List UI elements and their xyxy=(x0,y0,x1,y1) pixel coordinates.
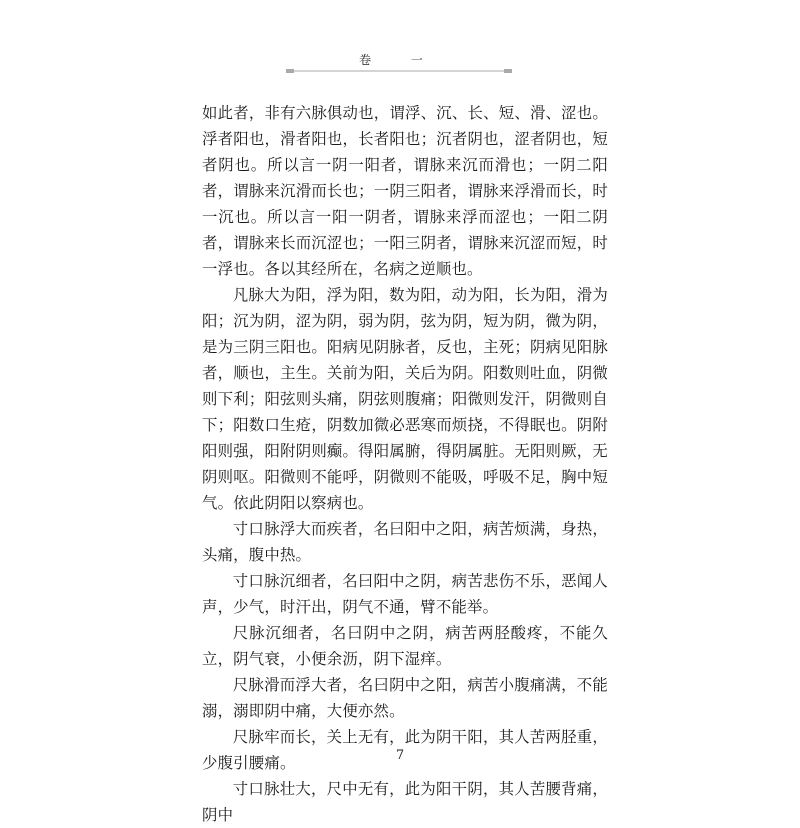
paragraph: 寸口脉沉细者，名曰阳中之阴，病苦悲伤不乐，恶闻人声，少气，时汗出，阴气不通，臂不能举。 xyxy=(202,572,608,616)
header-rule xyxy=(286,68,512,74)
running-header: 卷 一 xyxy=(359,53,441,67)
page-number: 7 xyxy=(395,748,405,763)
paragraph: 凡脉大为阳，浮为阳，数为阳，动为阳，长为阳，滑为阳；沉为阴，涩为阴，弱为阴，弦为阴，短为阴，微为阴，是为三阴三阳也。阳病见阴脉者，反也，主死；阴病见阳脉者，顺也，主生。关前为阳，关后为阴。阳数则吐血，阴微则下利；阳弦则头痛，阴弦则腹痛；阳微则发汗，阴微则自下；阳数口生疮，阴数加微必恶寒而烦挠，不得眠也。阴附阳则强，阳附阴则癫。得阳属腑，得阴属脏。无阳则厥，无阴则呕。阳微则不能呼，阴微则不能吸，呼吸不足，胸中短气。依此阴阳以察病也。 xyxy=(202,286,608,512)
paragraph: 尺脉牢而长，关上无有，此为阴干阳，其人苦两胫重，少腹引腰痛。 xyxy=(202,728,608,772)
paragraph: 尺脉沉细者，名曰阴中之阴，病苦两胫酸疼，不能久立，阴气衰，小便余沥，阴下湿痒。 xyxy=(202,624,608,668)
body-text xyxy=(202,100,608,828)
paragraph: 尺脉滑而浮大者，名曰阴中之阳，病苦小腹痛满，不能溺，溺即阴中痛，大便亦然。 xyxy=(202,676,608,720)
paragraph: 寸口脉浮大而疾者，名曰阳中之阳，病苦烦满，身热，头痛，腹中热。 xyxy=(202,520,608,564)
paragraph: 如此者，非有六脉俱动也，谓浮、沉、长、短、滑、涩也。浮者阳也，滑者阳也，长者阳也；沉者阴也，涩者阴也，短者阴也。所以言一阴一阳者，谓脉来沉而滑也；一阴二阳者，谓脉来沉滑而长也；一阴三阳者，谓脉来浮滑而长，时一沉也。所以言一阳一阴者，谓脉来浮而涩也；一阳二阴者，谓脉来长而沉涩也；一阳三阴者，谓脉来沉涩而短，时一浮也。各以其经所在，名病之逆顺也。 xyxy=(202,104,608,278)
paragraph: 寸口脉壮大，尺中无有，此为阳干阴，其人苦腰背痛，阴中 xyxy=(202,780,608,824)
